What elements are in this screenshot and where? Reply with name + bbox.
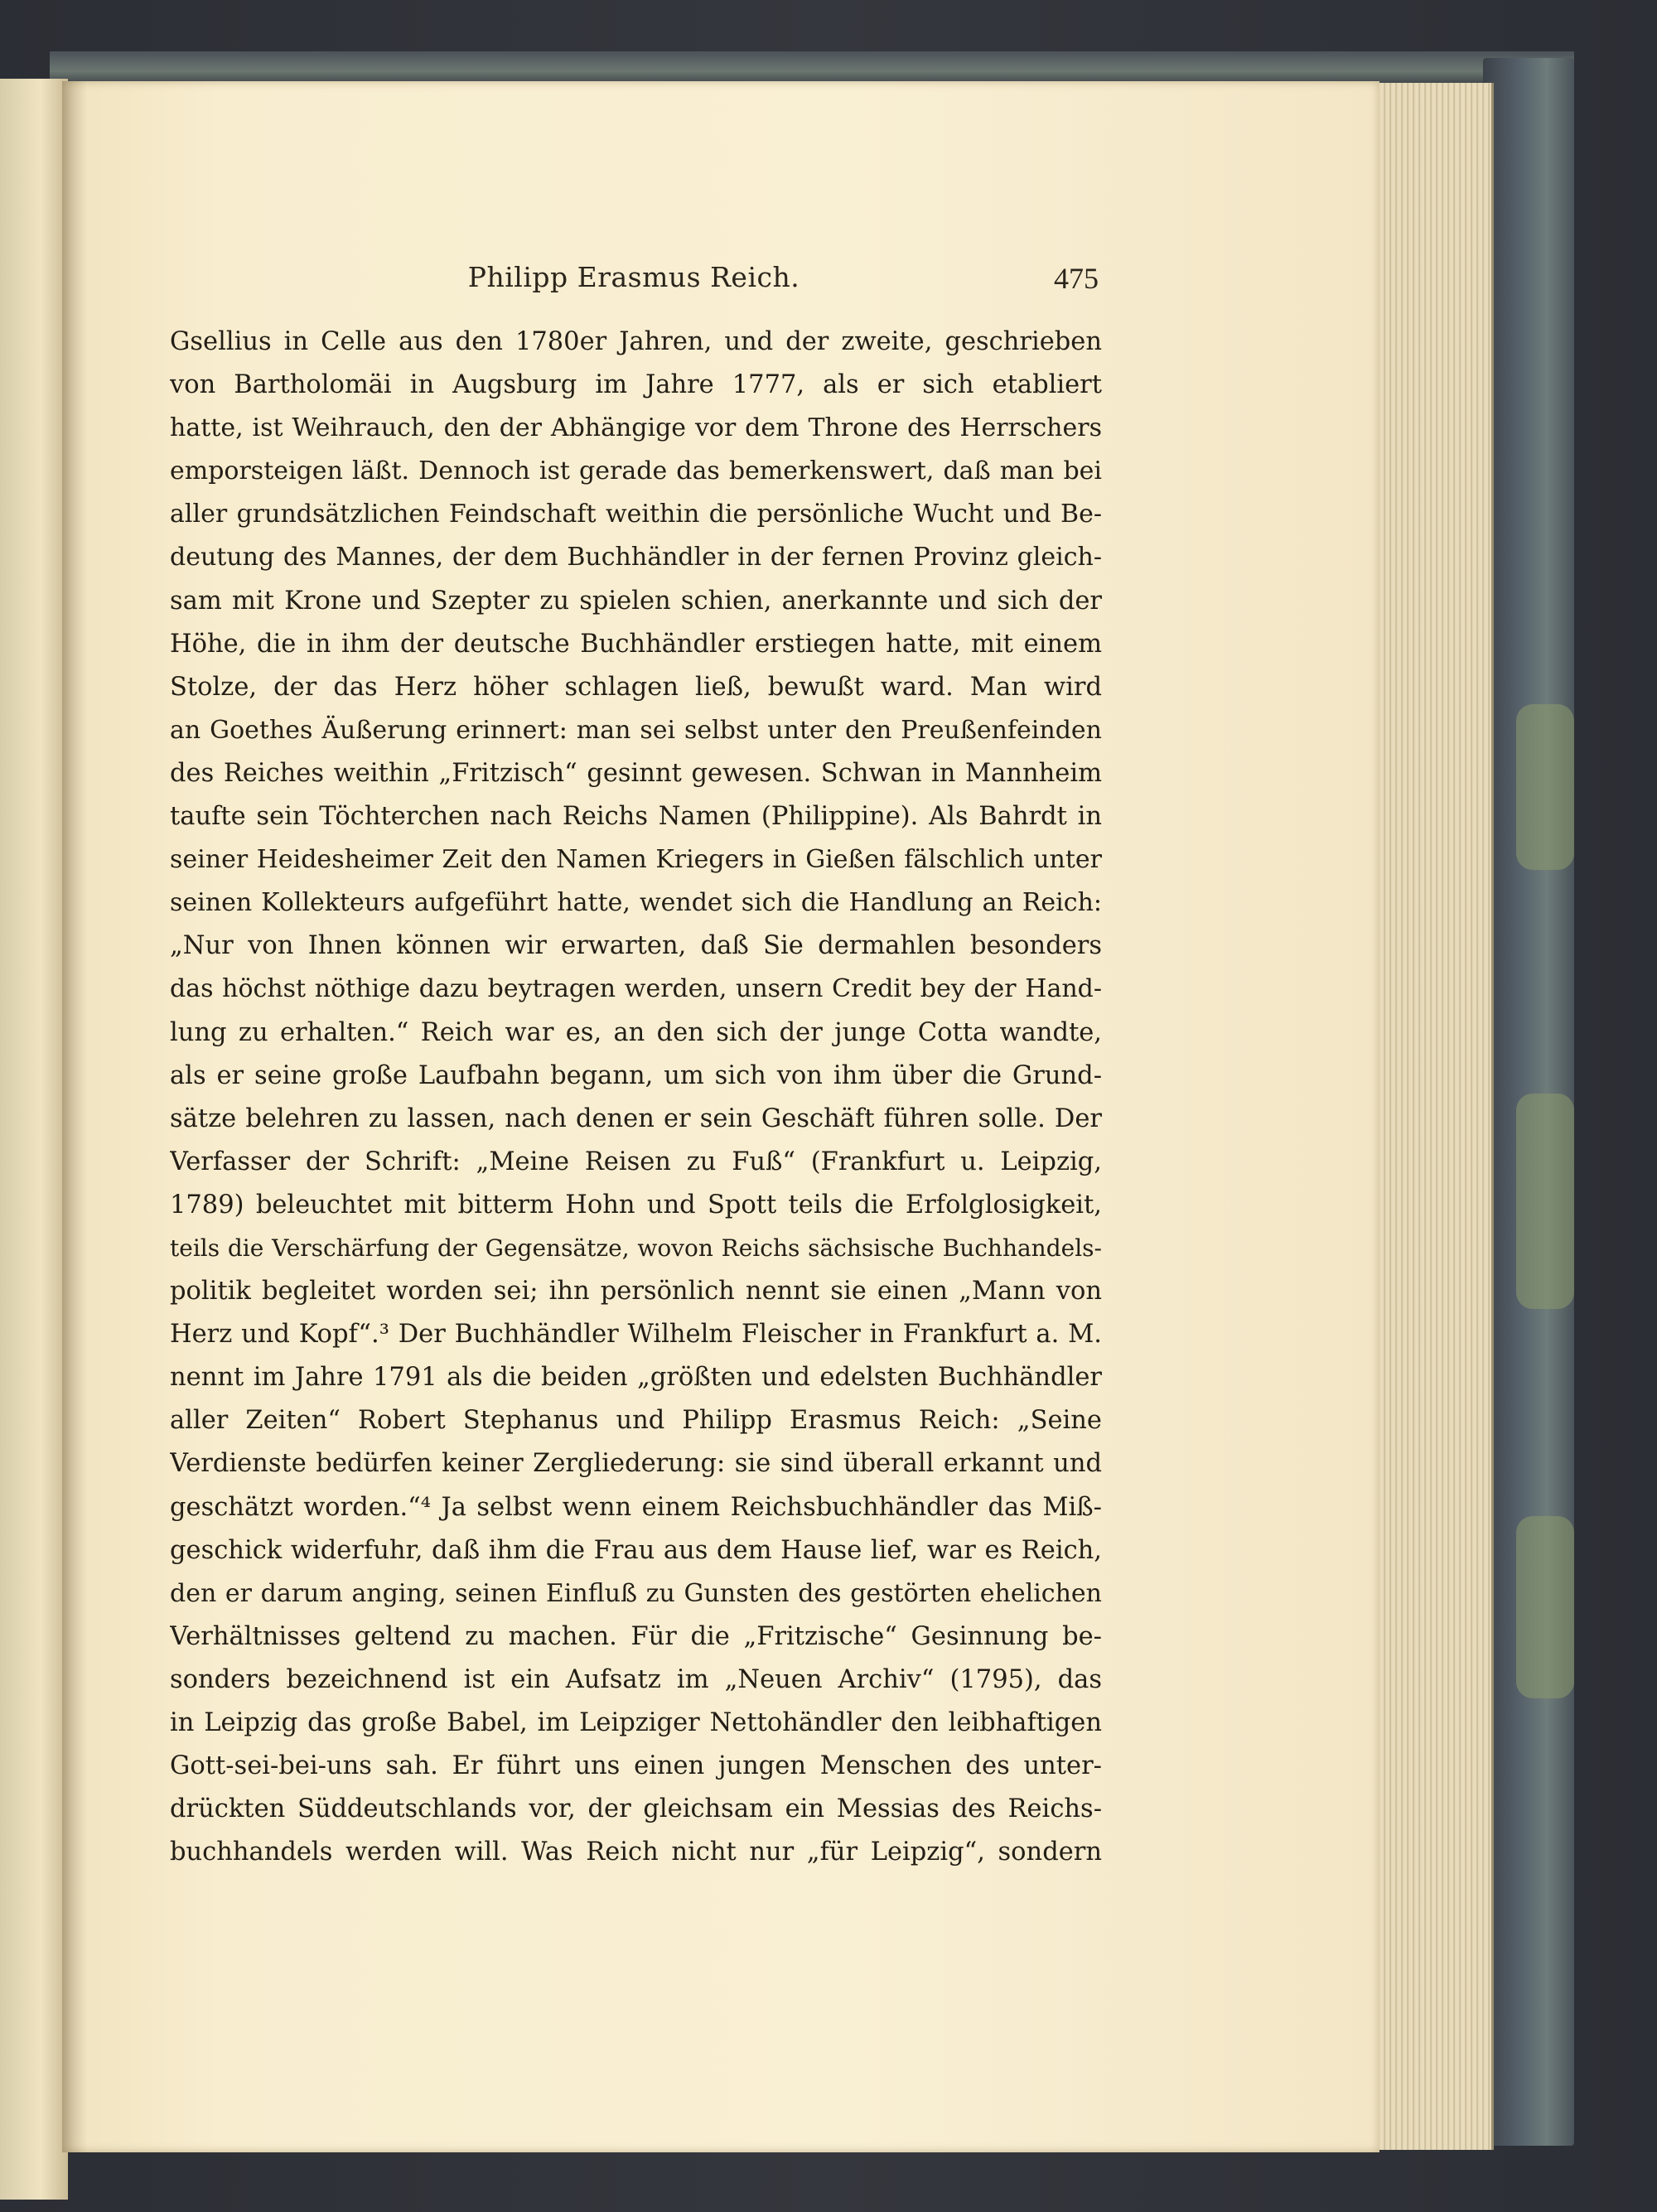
text-line: Verfasser der Schrift: „Meine Reisen zu Fuß“ (Frankfurt u. Leipzig, (170, 1147, 1102, 1176)
text-line: seinen Kollekteurs aufgeführt hatte, wendet sich die Handlung an Reich: (170, 888, 1102, 918)
text-line: lung zu erhalten.“ Reich war es, an den sich der junge Cotta wandte, (170, 1017, 1102, 1047)
book-cover-right-edge (1483, 58, 1574, 2146)
text-line: das höchst nöthige dazu beytragen werden, unsern Credit bey der Hand- (170, 974, 1102, 1004)
text-line: hatte, ist Weihrauch, den der Abhängige vor dem Throne des Herrschers (170, 413, 1102, 443)
book-cover-top-edge (50, 51, 1574, 85)
text-line: aller grundsätzlichen Feindschaft weithin die persönliche Wucht und Be- (170, 500, 1102, 529)
cover-stain (1516, 704, 1574, 870)
left-facing-page-edge (0, 79, 68, 2200)
text-line: Herz und Kopf“.³ Der Buchhändler Wilhelm Fleischer in Frankfurt a. M. (170, 1320, 1102, 1350)
text-line: sätze belehren zu lassen, nach denen er sein Geschäft führen solle. Der (170, 1104, 1102, 1133)
text-line: Höhe, die in ihm der deutsche Buchhändler erstiegen hatte, mit einem (170, 629, 1102, 659)
text-line: geschick widerfuhr, daß ihm die Frau aus dem Hause lief, war es Reich, (170, 1535, 1102, 1565)
page-block-edges (1375, 83, 1494, 2150)
cover-stain (1516, 1094, 1574, 1309)
text-line: Stolze, der das Herz höher schlagen ließ, bewußt ward. Man wird (170, 672, 1102, 702)
running-title: Philipp Erasmus Reich. (467, 261, 800, 293)
text-line: drückten Süddeutschlands vor, der gleichsam ein Messias des Reichs- (170, 1794, 1102, 1824)
page-number: 475 (1054, 262, 1099, 295)
text-line: taufte sein Töchterchen nach Reichs Namen (Philippine). Als Bahrdt in (170, 802, 1102, 832)
text-line: aller Zeiten“ Robert Stephanus und Philipp Erasmus Reich: „Seine (170, 1406, 1102, 1436)
text-line: 1789) beleuchtet mit bitterm Hohn und Spott teils die Erfolglosigkeit, (170, 1190, 1102, 1219)
text-line: in Leipzig das große Babel, im Leipziger Nettohändler den leibhaftigen (170, 1708, 1102, 1737)
text-line: Verdienste bedürfen keiner Zergliederung: sie sind überall erkannt und (170, 1449, 1102, 1479)
text-line: Gsellius in Celle aus den 1780er Jahren, und der zweite, geschrieben (170, 327, 1102, 356)
text-line: an Goethes Äußerung erinnert: man sei selbst unter den Preußenfeinden (170, 715, 1102, 745)
text-line: geschätzt worden.“⁴ Ja selbst wenn einem Reichsbuchhändler das Miß- (170, 1492, 1102, 1522)
text-line: den er darum anging, seinen Einfluß zu Gunsten des gestörten ehelichen (170, 1578, 1102, 1608)
body-text (170, 321, 1102, 1874)
text-line: deutung des Mannes, der dem Buchhändler in der fernen Provinz gleich- (170, 543, 1102, 572)
text-line: seiner Heidesheimer Zeit den Namen Kriegers in Gießen fälschlich unter (170, 845, 1102, 875)
text-line: buchhandels werden will. Was Reich nicht nur „für Leipzig“, sondern (170, 1838, 1102, 1867)
text-line: als er seine große Laufbahn begann, um sich von ihm über die Grund- (170, 1060, 1102, 1090)
text-line: nennt im Jahre 1791 als die beiden „größten und edelsten Buchhändler (170, 1363, 1102, 1393)
text-line: Verhältnisses geltend zu machen. Für die „Fritzische“ Gesinnung be- (170, 1621, 1102, 1651)
text-line: des Reiches weithin „Fritzisch“ gesinnt gewesen. Schwan in Mannheim (170, 758, 1102, 788)
text-line: politik begleitet worden sei; ihn persönlich nennt sie einen „Mann von (170, 1277, 1102, 1306)
gutter-shadow (62, 81, 87, 2152)
text-line: Gott-sei-bei-uns sah. Er führt uns einen jungen Menschen des unter- (170, 1751, 1102, 1781)
text-line: emporsteigen läßt. Dennoch ist gerade das bemerkenswert, daß man bei (170, 456, 1102, 486)
text-line: sonders bezeichnend ist ein Aufsatz im „Neuen Archiv“ (1795), das (170, 1664, 1102, 1694)
text-line: „Nur von Ihnen können wir erwarten, daß Sie dermahlen besonders (170, 931, 1102, 961)
running-header (170, 261, 1098, 302)
text-line: teils die Verschärfung der Gegensätze, wovon Reichs sächsische Buchhandels- (170, 1234, 1102, 1262)
text-line: sam mit Krone und Szepter zu spielen schien, anerkannte und sich der (170, 586, 1102, 616)
text-line: von Bartholomäi in Augsburg im Jahre 1777, als er sich etabliert (170, 370, 1102, 400)
cover-stain (1516, 1516, 1574, 1698)
